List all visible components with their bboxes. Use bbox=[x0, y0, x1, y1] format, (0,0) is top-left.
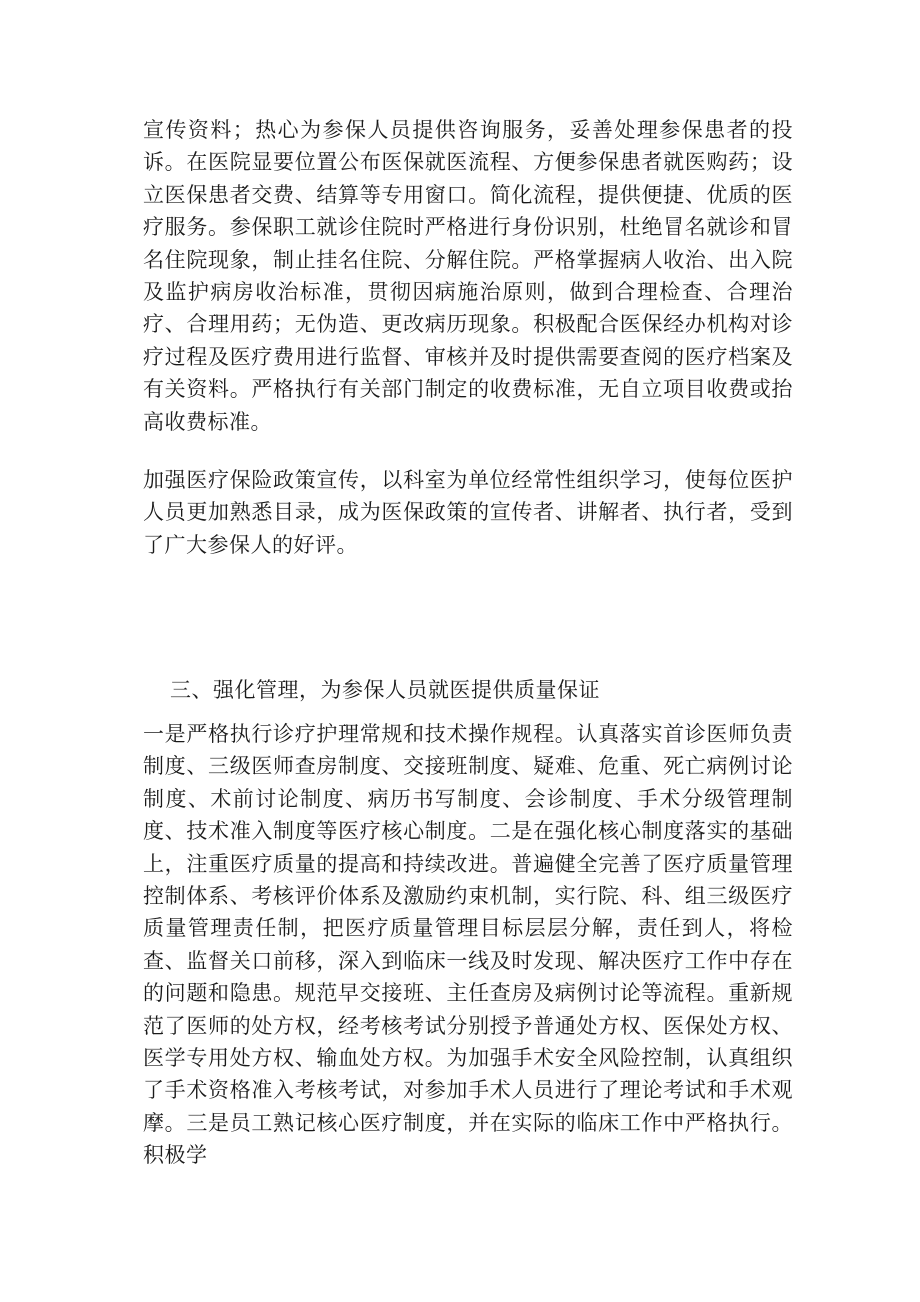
paragraph-quality-management: 一是严格执行诊疗护理常规和技术操作规程。认真落实首诊医师负责制度、三级医师查房制度、交接班制度、疑难、危重、死亡病例讨论制度、术前讨论制度、病历书写制度、会诊制度、手术分级管理制度、技术准入制度等医疗核心制度。二是在强化核心制度落实的基础上，注重医疗质量的提高和持续改进。普遍健全完善了医疗质量管理控制体系、考核评价体系及激励约束机制，实行院、科、组三级医疗质量管理责任制，把医疗质量管理目标层层分解，责任到人，将检查、监督关口前移，深入到临床一线及时发现、解决医疗工作中存在的问题和隐患。规范早交接班、主任查房及病例讨论等流程。重新规范了医师的处方权，经考核考试分别授予普通处方权、医保处方权、医学专用处方权、输血处方权。为加强手术安全风险控制，认真组织了手术资格准入考核考试，对参加手术人员进行了理论考试和手术观摩。三是员工熟记核心医疗制度，并在实际的临床工作中严格执行。积极学 bbox=[143, 722, 793, 1168]
paragraph-policy-publicity: 加强医疗保险政策宣传，以科室为单位经常性组织学习，使每位医护人员更加熟悉目录，成为医保政策的宣传者、讲解者、执行者，受到了广大参保人的好评。 bbox=[143, 468, 793, 557]
section-heading: 三、强化管理，为参保人员就医提供质量保证 bbox=[170, 678, 600, 702]
paragraph-insurance-service: 宣传资料；热心为参保人员提供咨询服务，妥善处理参保患者的投诉。在医院显要位置公布医保就医流程、方便参保患者就医购药；设立医保患者交费、结算等专用窗口。简化流程，提供便捷、优质的医疗服务。参保职工就诊住院时严格进行身份识别，杜绝冒名就诊和冒名住院现象，制止挂名住院、分解住院。严格掌握病人收治、出入院及监护病房收治标准，贯彻因病施治原则，做到合理检查、合理治疗、合理用药；无伪造、更改病历现象。积极配合医保经办机构对诊疗过程及医疗费用进行监督、审核并及时提供需要查阅的医疗档案及有关资料。严格执行有关部门制定的收费标准，无自立项目收费或抬高收费标准。 bbox=[143, 118, 793, 434]
